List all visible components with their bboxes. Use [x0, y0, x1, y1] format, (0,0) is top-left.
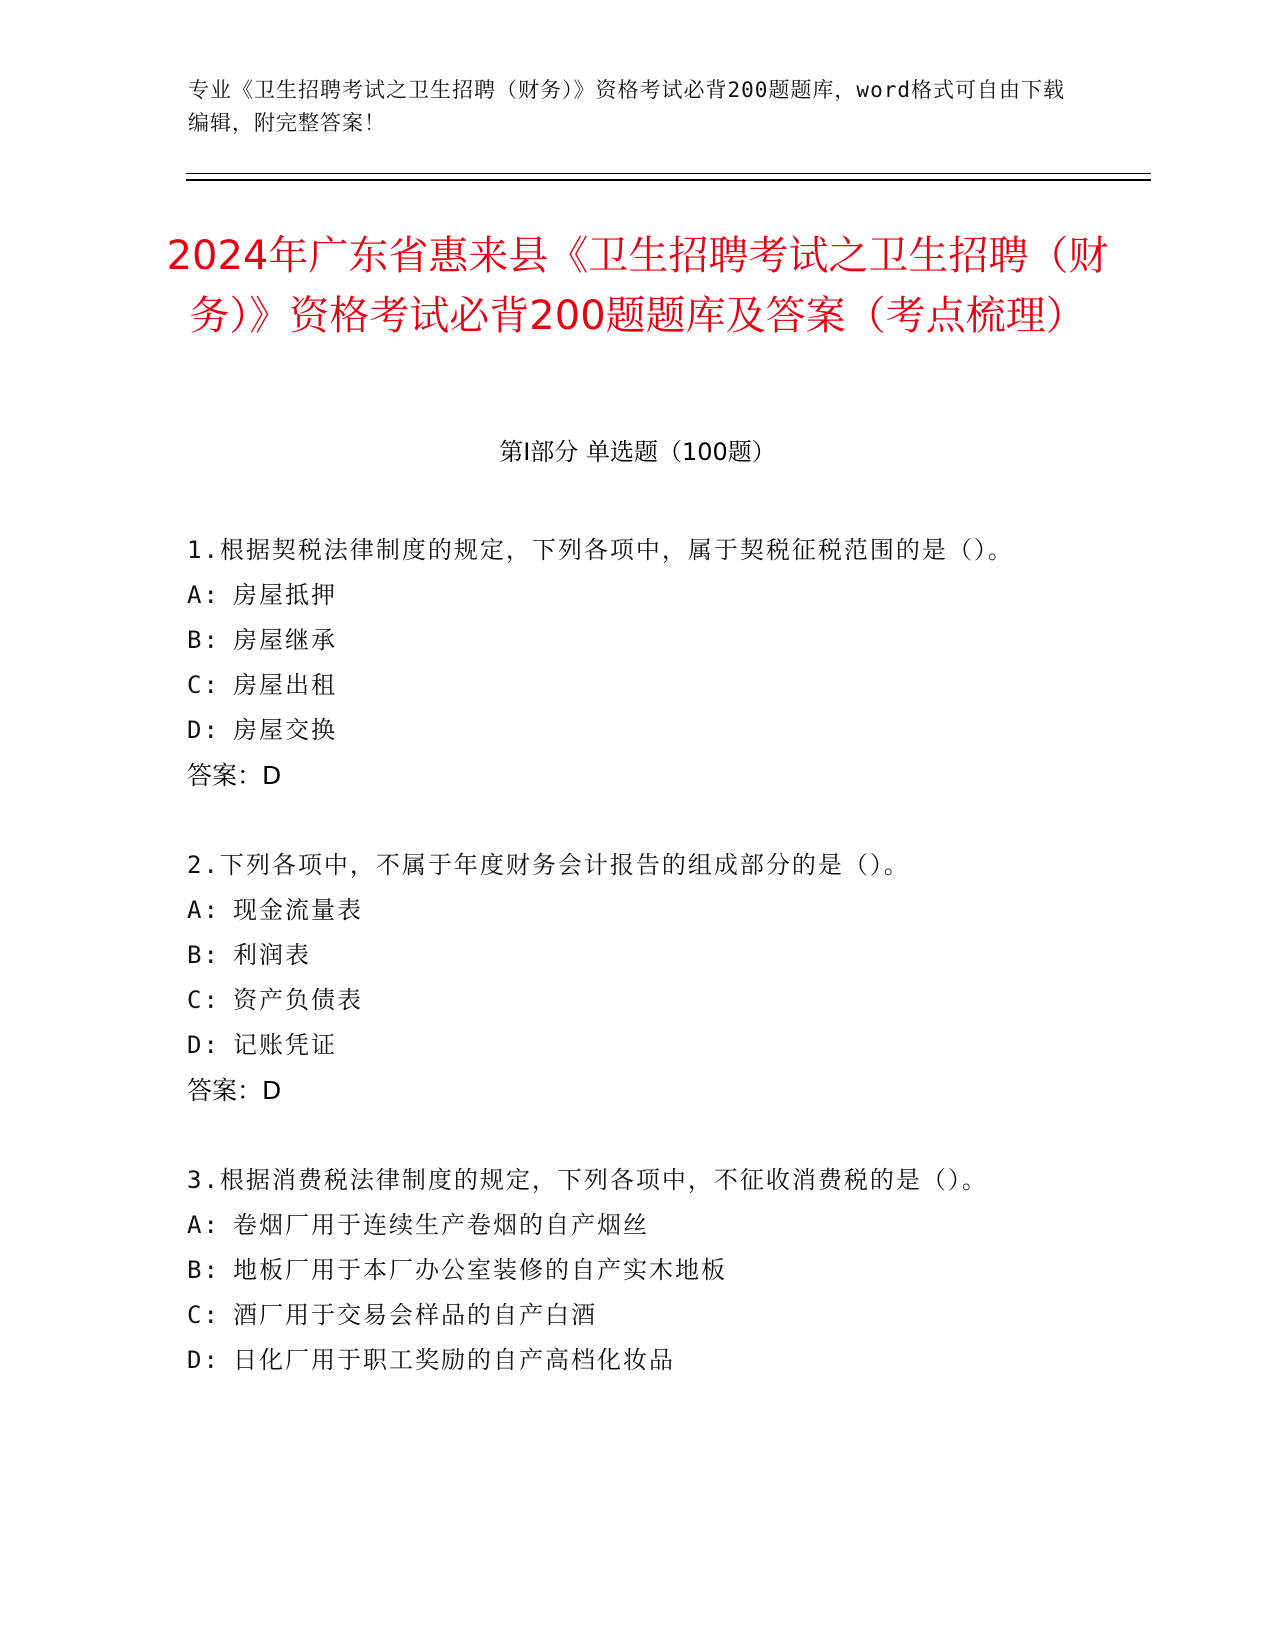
option-a: [187, 888, 1067, 933]
header-note: 专业《卫生招聘考试之卫生招聘（财务）》资格考试必背200题题库，word格式可自由下载编辑，附完整答案！: [188, 78, 1065, 135]
option-letter: A:: [187, 1211, 220, 1239]
question-list: [187, 528, 1067, 1428]
option-letter: A:: [187, 896, 220, 924]
option-a: [187, 1203, 1067, 1248]
section-title: 第Ⅰ部分 单选题（100题）: [499, 438, 776, 466]
option-text: 现金流量表: [233, 896, 363, 924]
option-b: [187, 1248, 1067, 1293]
option-letter: D:: [187, 1346, 220, 1374]
option-c: [187, 1293, 1067, 1338]
option-d: [187, 1338, 1067, 1383]
option-text: 记账凭证: [233, 1031, 337, 1059]
option-letter: B:: [187, 1256, 220, 1284]
option-b: [187, 618, 1067, 663]
option-d: [187, 708, 1067, 753]
option-text: 卷烟厂用于连续生产卷烟的自产烟丝: [233, 1211, 649, 1239]
option-letter: C:: [187, 986, 220, 1014]
option-text: 房屋继承: [233, 626, 337, 654]
option-b: [187, 933, 1067, 978]
option-c: [187, 663, 1067, 708]
document-title: 2024年广东省惠来县《卫生招聘考试之卫生招聘（财务）》资格考试必背200题题库及答案（考点梳理）: [166, 233, 1109, 339]
option-text: 资产负债表: [233, 986, 363, 1014]
option-d: [187, 1023, 1067, 1068]
question-text: 1.根据契税法律制度的规定，下列各项中，属于契税征税范围的是（）。: [187, 536, 1014, 564]
option-letter: D:: [187, 716, 220, 744]
option-text: 地板厂用于本厂办公室装修的自产实木地板: [233, 1256, 727, 1284]
question-text: 3.根据消费税法律制度的规定，下列各项中，不征收消费税的是（）。: [187, 1166, 988, 1194]
question-3: [187, 1158, 1067, 1383]
option-text: 房屋抵押: [233, 581, 337, 609]
question-text: 2.下列各项中，不属于年度财务会计报告的组成部分的是（）。: [187, 851, 910, 879]
option-letter: B:: [187, 941, 220, 969]
option-letter: C:: [187, 671, 220, 699]
option-text: 房屋出租: [233, 671, 337, 699]
option-text: 日化厂用于职工奖励的自产高档化妆品: [233, 1346, 675, 1374]
option-letter: C:: [187, 1301, 220, 1329]
answer: 答案：D: [187, 1076, 282, 1105]
question-1: [187, 528, 1067, 798]
option-c: [187, 978, 1067, 1023]
option-text: 酒厂用于交易会样品的自产白酒: [233, 1301, 597, 1329]
option-letter: A:: [187, 581, 220, 609]
answer: 答案：D: [187, 761, 282, 790]
header-divider-thick: [186, 179, 1151, 181]
option-letter: B:: [187, 626, 220, 654]
option-text: 房屋交换: [233, 716, 337, 744]
option-text: 利润表: [233, 941, 311, 969]
question-2: [187, 843, 1067, 1113]
header-divider-thin: [186, 173, 1151, 174]
option-a: [187, 573, 1067, 618]
option-letter: D:: [187, 1031, 220, 1059]
